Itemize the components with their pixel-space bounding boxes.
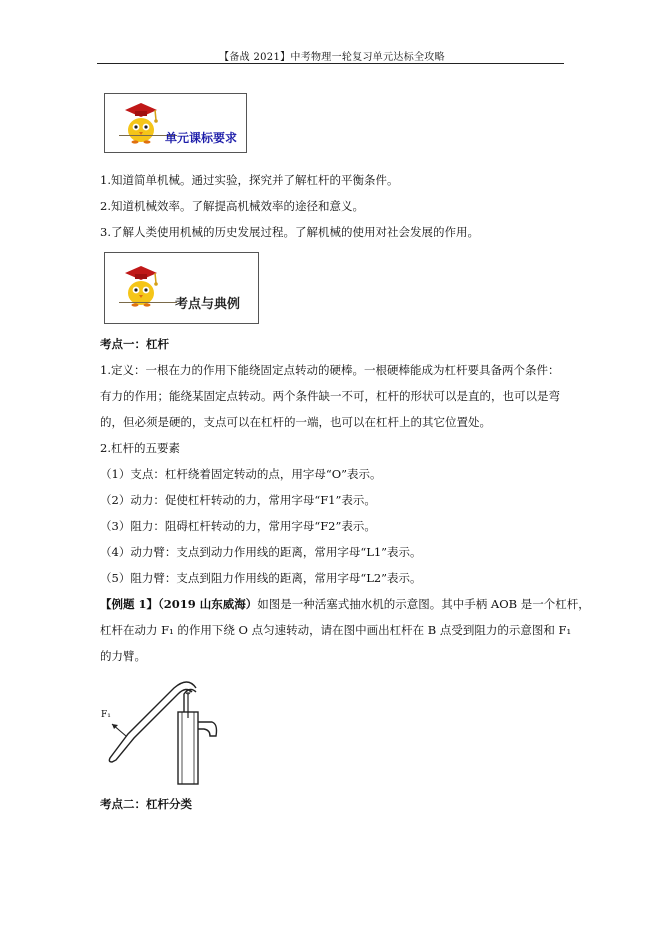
- point1-title: 考点一：杠杆: [100, 337, 169, 351]
- example1-tag: 【例题 1】: [100, 597, 159, 611]
- example1-line-3: 的力臂。: [100, 649, 146, 663]
- element-fulcrum: （1）支点：杠杆绕着固定转动的点，用字母“O”表示。: [100, 467, 382, 481]
- example1-line-2: 杠杆在动力 F₁ 的作用下绕 O 点匀速转动，请在图中画出杠杆在 B 点受到阻力的示意图和 F₁: [100, 623, 572, 637]
- requirement-1: 1.知道简单机械。通过实验，探究并了解杠杆的平衡条件。: [100, 173, 399, 187]
- definition-line-2: 有力的作用；能绕某固定点转动。两个条件缺一不可，杠杆的形状可以是直的，也可以是弯: [100, 389, 560, 403]
- unit-requirements-label: 单元课标要求: [165, 131, 238, 145]
- piston-pump-figure: [98, 678, 228, 786]
- key-points-label: 考点与典例: [175, 297, 241, 312]
- example1-question-start: 如图是一种活塞式抽水机的示意图。其中手柄 AOB 是一个杠杆，: [257, 597, 590, 611]
- requirement-3: 3.了解人类使用机械的历史发展过程。了解机械的使用对社会发展的作用。: [100, 225, 479, 239]
- banner-rule: [119, 302, 177, 303]
- header-divider: [97, 63, 564, 64]
- page-header: 【备战 2021】中考物理一轮复习单元达标全攻略: [219, 52, 445, 63]
- unit-requirements-banner: [104, 93, 247, 153]
- figure-force-label: F₁: [101, 710, 111, 720]
- elements-title: 2.杠杆的五要素: [100, 441, 180, 455]
- definition-line-1: 1.定义：一根在力的作用下能绕固定点转动的硬棒。一根硬棒能成为杠杆要具备两个条件：: [100, 363, 560, 377]
- point2-title: 考点二：杠杆分类: [100, 797, 192, 811]
- key-points-banner: [104, 252, 259, 324]
- example1-line-1: [100, 597, 590, 611]
- requirement-2: 2.知道机械效率。了解提高机械效率的途径和意义。: [100, 199, 364, 213]
- element-resistance-arm: （5）阻力臂：支点到阻力作用线的距离，常用字母“L2”表示。: [100, 571, 422, 585]
- element-effort-arm: （4）动力臂：支点到动力作用线的距离，常用字母“L1”表示。: [100, 545, 422, 559]
- example1-source: （2019 山东威海）: [158, 597, 258, 611]
- owl-graduate-icon: [119, 100, 163, 146]
- element-resistance: （3）阻力：阻碍杠杆转动的力，常用字母“F2”表示。: [100, 519, 376, 533]
- element-effort: （2）动力：促使杠杆转动的力，常用字母“F1”表示。: [100, 493, 376, 507]
- definition-line-3: 的，但必须是硬的，支点可以在杠杆的一端，也可以在杠杆上的其它位置处。: [100, 415, 491, 429]
